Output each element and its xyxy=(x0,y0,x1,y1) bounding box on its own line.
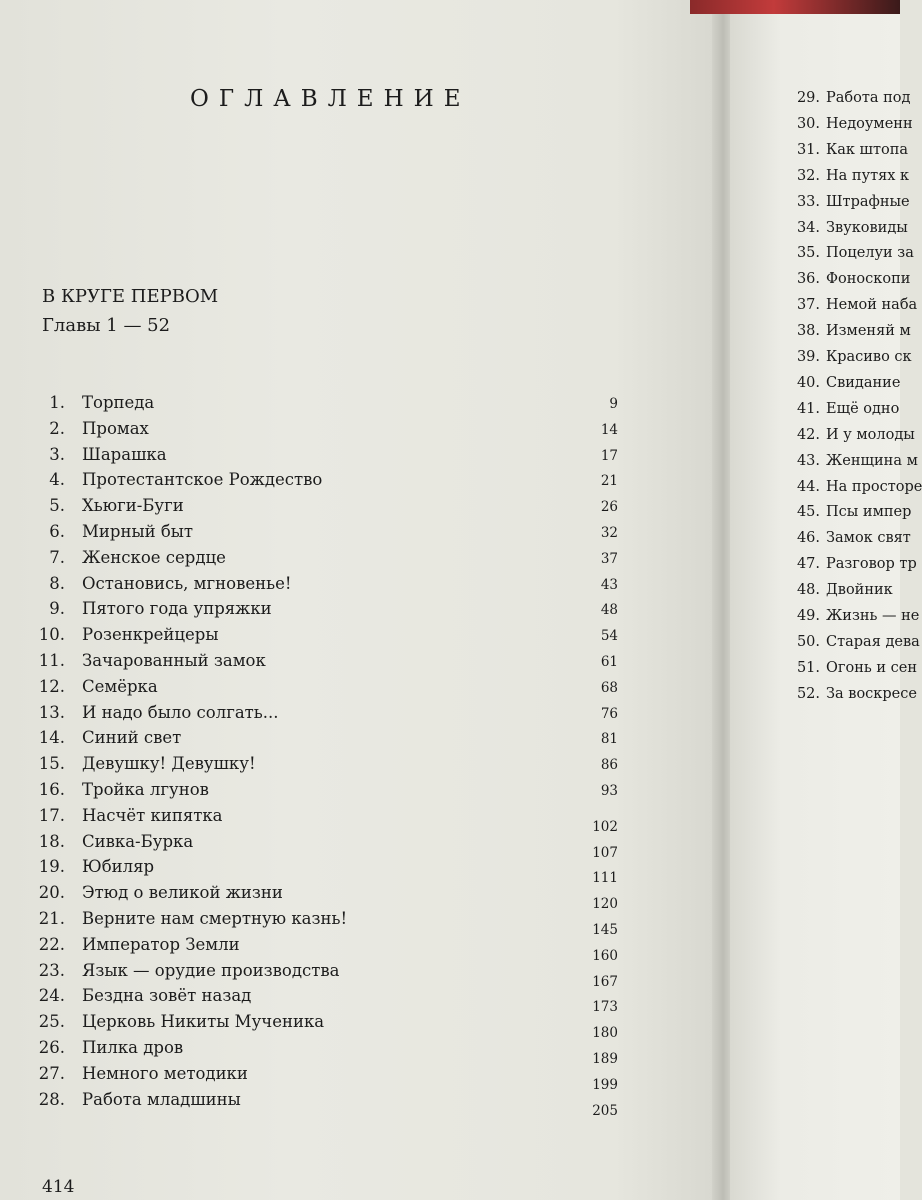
chapter-page: 173 xyxy=(592,999,618,1016)
toc-entry-right xyxy=(790,582,893,606)
chapter-title: Хьюги-Буги xyxy=(82,496,184,516)
toc-entry-right xyxy=(790,271,910,295)
chapter-title: Двойник xyxy=(826,582,893,599)
toc-entry-right xyxy=(790,220,908,244)
toc-entry xyxy=(0,831,640,861)
chapter-page: 111 xyxy=(592,870,618,887)
chapter-page: 68 xyxy=(600,679,618,696)
chapter-number: 6. xyxy=(49,522,65,541)
chapter-title: Замок свят xyxy=(826,530,911,547)
toc-entry xyxy=(0,857,640,887)
chapter-number: 1. xyxy=(49,393,65,412)
chapter-title: Женское сердце xyxy=(82,547,226,567)
chapter-number: 16. xyxy=(38,780,65,799)
chapter-number: 41. xyxy=(796,400,820,417)
chapter-title: Немой наба xyxy=(826,297,918,314)
chapter-title: И надо было солгать... xyxy=(82,702,279,722)
chapter-title: Сивка-Бурка xyxy=(82,831,194,851)
chapter-number: 7. xyxy=(49,547,65,567)
toc-entry xyxy=(0,1063,640,1093)
toc-entry xyxy=(0,419,640,443)
chapter-title: Звуковиды xyxy=(826,219,908,236)
chapter-number: 45. xyxy=(796,504,820,521)
chapter-page: 102 xyxy=(592,818,618,835)
chapter-title: Синий свет xyxy=(82,728,182,748)
chapter-title: Зачарованный замок xyxy=(82,651,266,670)
toc-entry xyxy=(0,1038,640,1067)
chapter-title: Недоуменн xyxy=(826,115,913,132)
toc-entry-right xyxy=(790,194,910,218)
chapter-number: 37. xyxy=(796,297,820,314)
chapter-page: 205 xyxy=(592,1102,618,1119)
toc-entry xyxy=(0,883,640,913)
chapter-number: 35. xyxy=(796,245,820,262)
chapter-page: 37 xyxy=(600,550,618,567)
chapter-number: 36. xyxy=(796,271,820,288)
chapter-page: 93 xyxy=(600,783,618,799)
toc-entry xyxy=(0,677,640,701)
chapter-number: 22. xyxy=(38,934,65,954)
toc-entry xyxy=(0,496,640,520)
chapter-number: 34. xyxy=(796,219,820,236)
chapter-page: 48 xyxy=(600,602,618,619)
toc-entry-right xyxy=(790,116,913,140)
part-subtitle: Главы 1 — 52 xyxy=(42,315,171,336)
chapter-title: Розенкрейцеры xyxy=(82,625,219,645)
chapter-number: 21. xyxy=(38,909,65,928)
toc-entry-right xyxy=(790,530,911,554)
toc-entry-right xyxy=(790,634,920,658)
toc-entry xyxy=(0,651,640,675)
toc-entry-right xyxy=(790,556,917,580)
chapter-number: 52. xyxy=(796,685,820,702)
chapter-title: Изменяй м xyxy=(826,323,911,340)
toc-entry-right xyxy=(790,453,918,477)
toc-entry xyxy=(0,728,640,752)
toc-entry xyxy=(0,780,640,804)
chapter-title: Язык — орудие производства xyxy=(82,960,340,980)
chapter-title: Штрафные xyxy=(826,193,910,210)
chapter-page: 17 xyxy=(600,447,618,464)
chapter-page: 21 xyxy=(600,473,618,490)
chapter-title: За воскресе xyxy=(826,685,917,702)
chapter-title: На просторе xyxy=(826,478,922,495)
toc-entry xyxy=(0,522,640,546)
chapter-number: 3. xyxy=(49,444,65,464)
chapter-number: 31. xyxy=(796,141,820,158)
chapter-title: Юбиляр xyxy=(82,857,155,877)
toc-entry-right xyxy=(790,479,922,503)
chapter-title: Фоноскопи xyxy=(826,271,911,288)
page-number: 414 xyxy=(42,1177,75,1197)
chapter-number: 28. xyxy=(38,1089,65,1109)
toc-entry xyxy=(0,393,640,417)
chapter-title: Остановись, мгновенье! xyxy=(82,573,292,593)
chapter-page: 167 xyxy=(592,973,618,990)
chapter-title: Жизнь — не xyxy=(826,608,920,624)
toc-entry-right xyxy=(790,168,909,192)
chapter-number: 5. xyxy=(49,496,65,516)
chapter-title: Семёрка xyxy=(82,676,158,696)
chapter-title: Девушку! Девушку! xyxy=(82,754,256,774)
chapter-page: 9 xyxy=(609,396,618,412)
chapter-title: На путях к xyxy=(826,167,910,184)
chapter-title: Церковь Никиты Мученика xyxy=(82,1012,325,1032)
chapter-page: 14 xyxy=(600,421,618,438)
chapter-title: Женщина м xyxy=(826,452,918,469)
chapter-title: Огонь и сен xyxy=(826,659,918,676)
chapter-title: Торпеда xyxy=(82,393,155,412)
chapter-page: 61 xyxy=(600,654,618,670)
chapter-title: И у молоды xyxy=(826,426,915,443)
chapter-number: 44. xyxy=(796,478,820,495)
chapter-title: Этюд о великой жизни xyxy=(82,883,283,903)
toc-entry xyxy=(0,548,640,572)
toc-entry-right xyxy=(790,401,899,425)
toc-entry xyxy=(0,574,640,598)
chapter-page: 160 xyxy=(592,947,618,964)
chapter-number: 13. xyxy=(38,702,65,722)
chapter-page: 107 xyxy=(592,844,618,861)
toc-entry-right xyxy=(790,349,912,373)
chapter-number: 38. xyxy=(796,323,820,340)
toc-entry-right xyxy=(790,427,915,451)
chapter-title: Промах xyxy=(82,418,149,438)
book-cover-edge xyxy=(690,0,900,14)
chapter-page: 54 xyxy=(600,628,618,645)
chapter-title: Пилка дров xyxy=(82,1038,184,1057)
chapter-page: 76 xyxy=(600,705,618,722)
chapter-title: Бездна зовёт назад xyxy=(82,986,252,1006)
chapter-page: 189 xyxy=(592,1051,618,1067)
chapter-page: 26 xyxy=(600,499,618,516)
chapter-number: 39. xyxy=(796,349,820,365)
chapter-number: 48. xyxy=(796,582,820,599)
toc-entry-right xyxy=(790,297,917,321)
chapter-number: 43. xyxy=(796,452,820,469)
toc-entry xyxy=(0,625,640,649)
chapter-number: 47. xyxy=(796,556,820,573)
chapter-number: 20. xyxy=(38,883,65,903)
chapter-title: Верните нам смертную казнь! xyxy=(82,909,348,928)
part-title: В КРУГЕ ПЕРВОМ xyxy=(42,286,219,307)
chapter-number: 23. xyxy=(38,960,65,980)
chapter-title: Псы импер xyxy=(826,504,912,521)
chapter-number: 12. xyxy=(38,676,65,696)
toc-entry-right xyxy=(790,660,917,684)
chapter-title: Старая дева xyxy=(826,633,920,650)
toc-entry-right xyxy=(790,323,911,347)
chapter-number: 29. xyxy=(796,90,820,106)
chapter-title: Поцелуи за xyxy=(826,245,914,262)
chapter-number: 2. xyxy=(49,418,65,438)
chapter-title: Работа под xyxy=(826,90,911,106)
chapter-page: 180 xyxy=(592,1025,618,1042)
chapter-number: 24. xyxy=(38,986,65,1006)
chapter-title: Шарашка xyxy=(82,444,167,464)
toc-entry-right xyxy=(790,245,914,269)
chapter-number: 25. xyxy=(38,1012,65,1032)
chapter-title: Немного методики xyxy=(82,1063,248,1083)
chapter-title: Свидание xyxy=(826,374,901,391)
chapter-page: 86 xyxy=(600,757,618,774)
toc-entry xyxy=(0,1012,640,1042)
chapter-title: Пятого года упряжки xyxy=(82,599,272,619)
toc-entry-right xyxy=(790,375,900,399)
chapter-title: Насчёт кипятка xyxy=(82,805,223,825)
chapter-number: 14. xyxy=(38,728,65,748)
chapter-page: 199 xyxy=(592,1076,618,1093)
chapter-number: 19. xyxy=(38,857,65,877)
chapter-title: Как штопа xyxy=(826,141,909,158)
chapter-title: Протестантское Рождество xyxy=(82,470,323,490)
chapter-title: Разговор тр xyxy=(826,556,917,573)
chapter-title: Тройка лгунов xyxy=(82,780,209,799)
toc-entry xyxy=(0,986,640,1016)
toc-entry-right xyxy=(790,686,917,710)
toc-entry xyxy=(0,599,640,623)
chapter-number: 49. xyxy=(796,608,820,624)
chapter-number: 15. xyxy=(38,754,65,774)
chapter-number: 33. xyxy=(796,193,820,210)
chapter-number: 8. xyxy=(49,573,65,593)
chapter-page: 32 xyxy=(600,525,618,541)
chapter-number: 10. xyxy=(38,625,65,645)
chapter-page: 43 xyxy=(600,576,618,593)
toc-title: ОГЛАВЛЕНИЕ xyxy=(190,86,471,112)
chapter-number: 26. xyxy=(38,1038,65,1057)
chapter-number: 18. xyxy=(38,831,65,851)
chapter-number: 40. xyxy=(796,374,820,391)
chapter-page: 145 xyxy=(592,922,618,938)
chapter-number: 9. xyxy=(49,599,65,619)
chapter-number: 30. xyxy=(796,115,820,132)
chapter-title: Красиво ск xyxy=(826,349,912,365)
chapter-title: Работа младшины xyxy=(82,1089,241,1109)
toc-entry-right xyxy=(790,90,910,114)
chapter-number: 50. xyxy=(796,633,820,650)
chapter-number: 42. xyxy=(796,426,820,443)
toc-entry xyxy=(0,805,640,835)
chapter-number: 4. xyxy=(49,470,65,490)
toc-entry xyxy=(0,445,640,469)
toc-entry xyxy=(0,909,640,938)
toc-entry-right xyxy=(790,142,908,166)
toc-entry-right xyxy=(790,504,911,528)
toc-entry xyxy=(0,754,640,778)
toc-entry xyxy=(0,960,640,990)
chapter-number: 46. xyxy=(796,530,820,547)
chapter-number: 32. xyxy=(796,167,820,184)
chapter-page: 81 xyxy=(600,731,618,748)
toc-entry xyxy=(0,1089,640,1119)
chapter-page: 120 xyxy=(592,896,618,913)
chapter-number: 51. xyxy=(796,659,820,676)
chapter-title: Император Земли xyxy=(82,934,240,954)
toc-entry xyxy=(0,703,640,727)
toc-entry xyxy=(0,934,640,964)
chapter-number: 17. xyxy=(38,805,65,825)
chapter-number: 11. xyxy=(38,651,65,670)
chapter-number: 27. xyxy=(38,1063,65,1083)
chapter-title: Мирный быт xyxy=(82,522,194,541)
toc-entry-right xyxy=(790,608,919,632)
chapter-title: Ещё одно xyxy=(826,400,900,417)
toc-entry xyxy=(0,470,640,494)
